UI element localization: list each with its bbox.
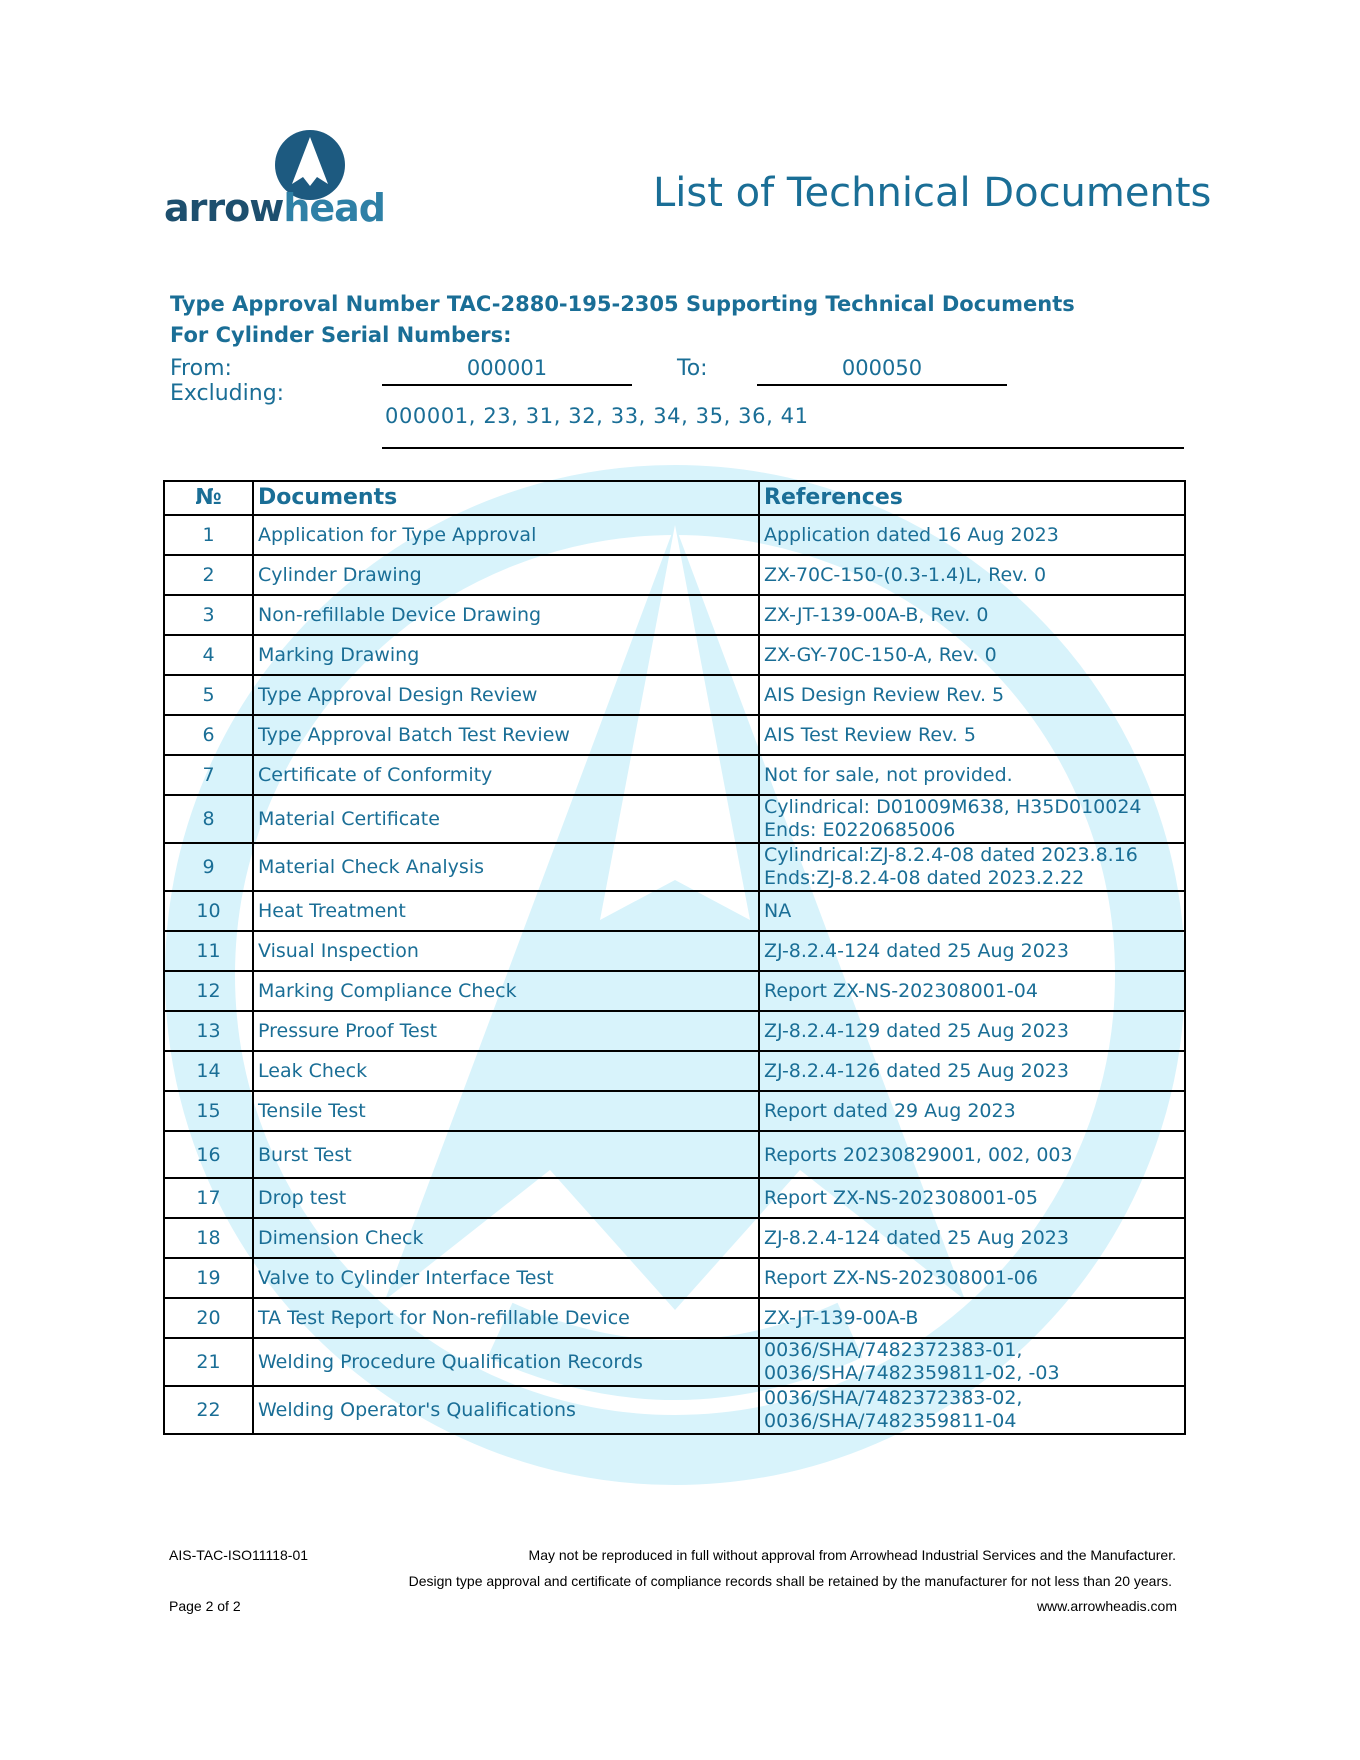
heading-line-1: Type Approval Number TAC-2880-195-2305 Supporting Technical Documents (170, 292, 1075, 316)
row-reference: Not for sale, not provided. (759, 755, 1185, 795)
table-row (164, 1218, 1185, 1258)
footer-website[interactable]: www.arrowheadis.com (1036, 1598, 1177, 1614)
to-label: To: (677, 356, 708, 381)
row-document: Marking Drawing (253, 635, 759, 675)
row-number: 7 (164, 755, 253, 795)
row-number: 9 (164, 843, 253, 891)
reference-line-1: Cylindrical: D01009M638, H35D010024 (764, 796, 1142, 818)
row-number: 5 (164, 675, 253, 715)
row-reference (759, 1338, 1185, 1386)
table-row (164, 1386, 1185, 1434)
row-number: 18 (164, 1218, 253, 1258)
logo-wordmark: arrowhead (164, 186, 386, 230)
excluding-underline (382, 447, 1184, 449)
reference-line-1: 0036/SHA/7482372383-01, (764, 1339, 1023, 1361)
row-document: Material Certificate (253, 795, 759, 843)
row-number: 20 (164, 1298, 253, 1338)
row-document: Non-refillable Device Drawing (253, 595, 759, 635)
table-row (164, 635, 1185, 675)
table-row (164, 515, 1185, 555)
table-row (164, 1051, 1185, 1091)
to-value: 000050 (757, 354, 1007, 386)
table-row (164, 1298, 1185, 1338)
row-number: 4 (164, 635, 253, 675)
row-document: Application for Type Approval (253, 515, 759, 555)
header-no: № (164, 481, 253, 515)
table-row (164, 595, 1185, 635)
reference-line-2: Ends:ZJ-8.2.4-08 dated 2023.2.22 (764, 867, 1085, 889)
row-reference: ZX-JT-139-00A-B (759, 1298, 1185, 1338)
row-document: Heat Treatment (253, 891, 759, 931)
row-number: 6 (164, 715, 253, 755)
row-reference (759, 1386, 1185, 1434)
row-number: 11 (164, 931, 253, 971)
table-row (164, 1091, 1185, 1131)
row-reference: AIS Design Review Rev. 5 (759, 675, 1185, 715)
table-row (164, 1011, 1185, 1051)
table-row (164, 715, 1185, 755)
row-number: 17 (164, 1178, 253, 1218)
row-reference: ZX-70C-150-(0.3-1.4)L, Rev. 0 (759, 555, 1185, 595)
row-document: Type Approval Batch Test Review (253, 715, 759, 755)
row-number: 16 (164, 1131, 253, 1178)
row-document: Valve to Cylinder Interface Test (253, 1258, 759, 1298)
row-reference (759, 795, 1185, 843)
row-reference (759, 843, 1185, 891)
table-row (164, 931, 1185, 971)
table-row (164, 795, 1185, 843)
from-value: 000001 (382, 354, 632, 386)
row-reference: NA (759, 891, 1185, 931)
row-document: Leak Check (253, 1051, 759, 1091)
row-reference: Report ZX-NS-202308001-06 (759, 1258, 1185, 1298)
row-document: TA Test Report for Non-refillable Device (253, 1298, 759, 1338)
row-document: Welding Operator's Qualifications (253, 1386, 759, 1434)
from-label: From: (170, 356, 232, 381)
footer-doc-code: AIS-TAC-ISO11118-01 (169, 1547, 309, 1563)
row-document: Marking Compliance Check (253, 971, 759, 1011)
footer-notice-2: Design type approval and certificate of compliance records shall be retained by the manufacturer for not less than 20 years. (408, 1573, 1172, 1589)
row-number: 1 (164, 515, 253, 555)
row-number: 14 (164, 1051, 253, 1091)
reference-line-2: 0036/SHA/7482359811-02, -03 (764, 1362, 1060, 1384)
excluding-label: Excluding: (170, 381, 285, 406)
table-row (164, 555, 1185, 595)
footer-notice-1: May not be reproduced in full without approval from Arrowhead Industrial Services and the Manufacturer. (528, 1547, 1176, 1563)
reference-line-2: 0036/SHA/7482359811-04 (764, 1410, 1017, 1432)
row-reference: ZX-JT-139-00A-B, Rev. 0 (759, 595, 1185, 635)
table-row (164, 1178, 1185, 1218)
row-number: 22 (164, 1386, 253, 1434)
row-reference: ZJ-8.2.4-129 dated 25 Aug 2023 (759, 1011, 1185, 1051)
header-references: References (759, 481, 1185, 515)
row-number: 2 (164, 555, 253, 595)
row-document: Drop test (253, 1178, 759, 1218)
row-document: Visual Inspection (253, 931, 759, 971)
table-row (164, 1258, 1185, 1298)
table-row (164, 675, 1185, 715)
documents-table (163, 480, 1186, 1435)
row-reference: Report dated 29 Aug 2023 (759, 1091, 1185, 1131)
heading-line-2: For Cylinder Serial Numbers: (170, 323, 512, 347)
row-number: 3 (164, 595, 253, 635)
row-reference: AIS Test Review Rev. 5 (759, 715, 1185, 755)
table-row (164, 843, 1185, 891)
row-document: Material Check Analysis (253, 843, 759, 891)
row-number: 15 (164, 1091, 253, 1131)
row-document: Certificate of Conformity (253, 755, 759, 795)
row-document: Welding Procedure Qualification Records (253, 1338, 759, 1386)
row-reference: ZX-GY-70C-150-A, Rev. 0 (759, 635, 1185, 675)
table-row (164, 891, 1185, 931)
table-row (164, 1338, 1185, 1386)
row-document: Pressure Proof Test (253, 1011, 759, 1051)
table-row (164, 971, 1185, 1011)
table-row (164, 1131, 1185, 1178)
row-reference: Application dated 16 Aug 2023 (759, 515, 1185, 555)
row-number: 13 (164, 1011, 253, 1051)
header-documents: Documents (253, 481, 759, 515)
row-reference: ZJ-8.2.4-126 dated 25 Aug 2023 (759, 1051, 1185, 1091)
reference-line-1: Cylindrical:ZJ-8.2.4-08 dated 2023.8.16 (764, 844, 1138, 866)
row-document: Dimension Check (253, 1218, 759, 1258)
footer-page-number: Page 2 of 2 (169, 1598, 241, 1614)
row-reference: ZJ-8.2.4-124 dated 25 Aug 2023 (759, 931, 1185, 971)
excluding-value: 000001, 23, 31, 32, 33, 34, 35, 36, 41 (385, 404, 809, 428)
row-reference: Reports 20230829001, 002, 003 (759, 1131, 1185, 1178)
brand-logo (160, 128, 386, 238)
reference-line-2: Ends: E0220685006 (764, 819, 956, 841)
row-number: 8 (164, 795, 253, 843)
table-row (164, 755, 1185, 795)
row-number: 21 (164, 1338, 253, 1386)
row-document: Type Approval Design Review (253, 675, 759, 715)
row-document: Tensile Test (253, 1091, 759, 1131)
row-number: 12 (164, 971, 253, 1011)
row-reference: Report ZX-NS-202308001-05 (759, 1178, 1185, 1218)
row-reference: ZJ-8.2.4-124 dated 25 Aug 2023 (759, 1218, 1185, 1258)
row-number: 10 (164, 891, 253, 931)
row-document: Burst Test (253, 1131, 759, 1178)
row-number: 19 (164, 1258, 253, 1298)
reference-line-1: 0036/SHA/7482372383-02, (764, 1387, 1023, 1409)
page-title: List of Technical Documents (653, 170, 1212, 216)
row-document: Cylinder Drawing (253, 555, 759, 595)
row-reference: Report ZX-NS-202308001-04 (759, 971, 1185, 1011)
table-header-row (164, 481, 1185, 515)
